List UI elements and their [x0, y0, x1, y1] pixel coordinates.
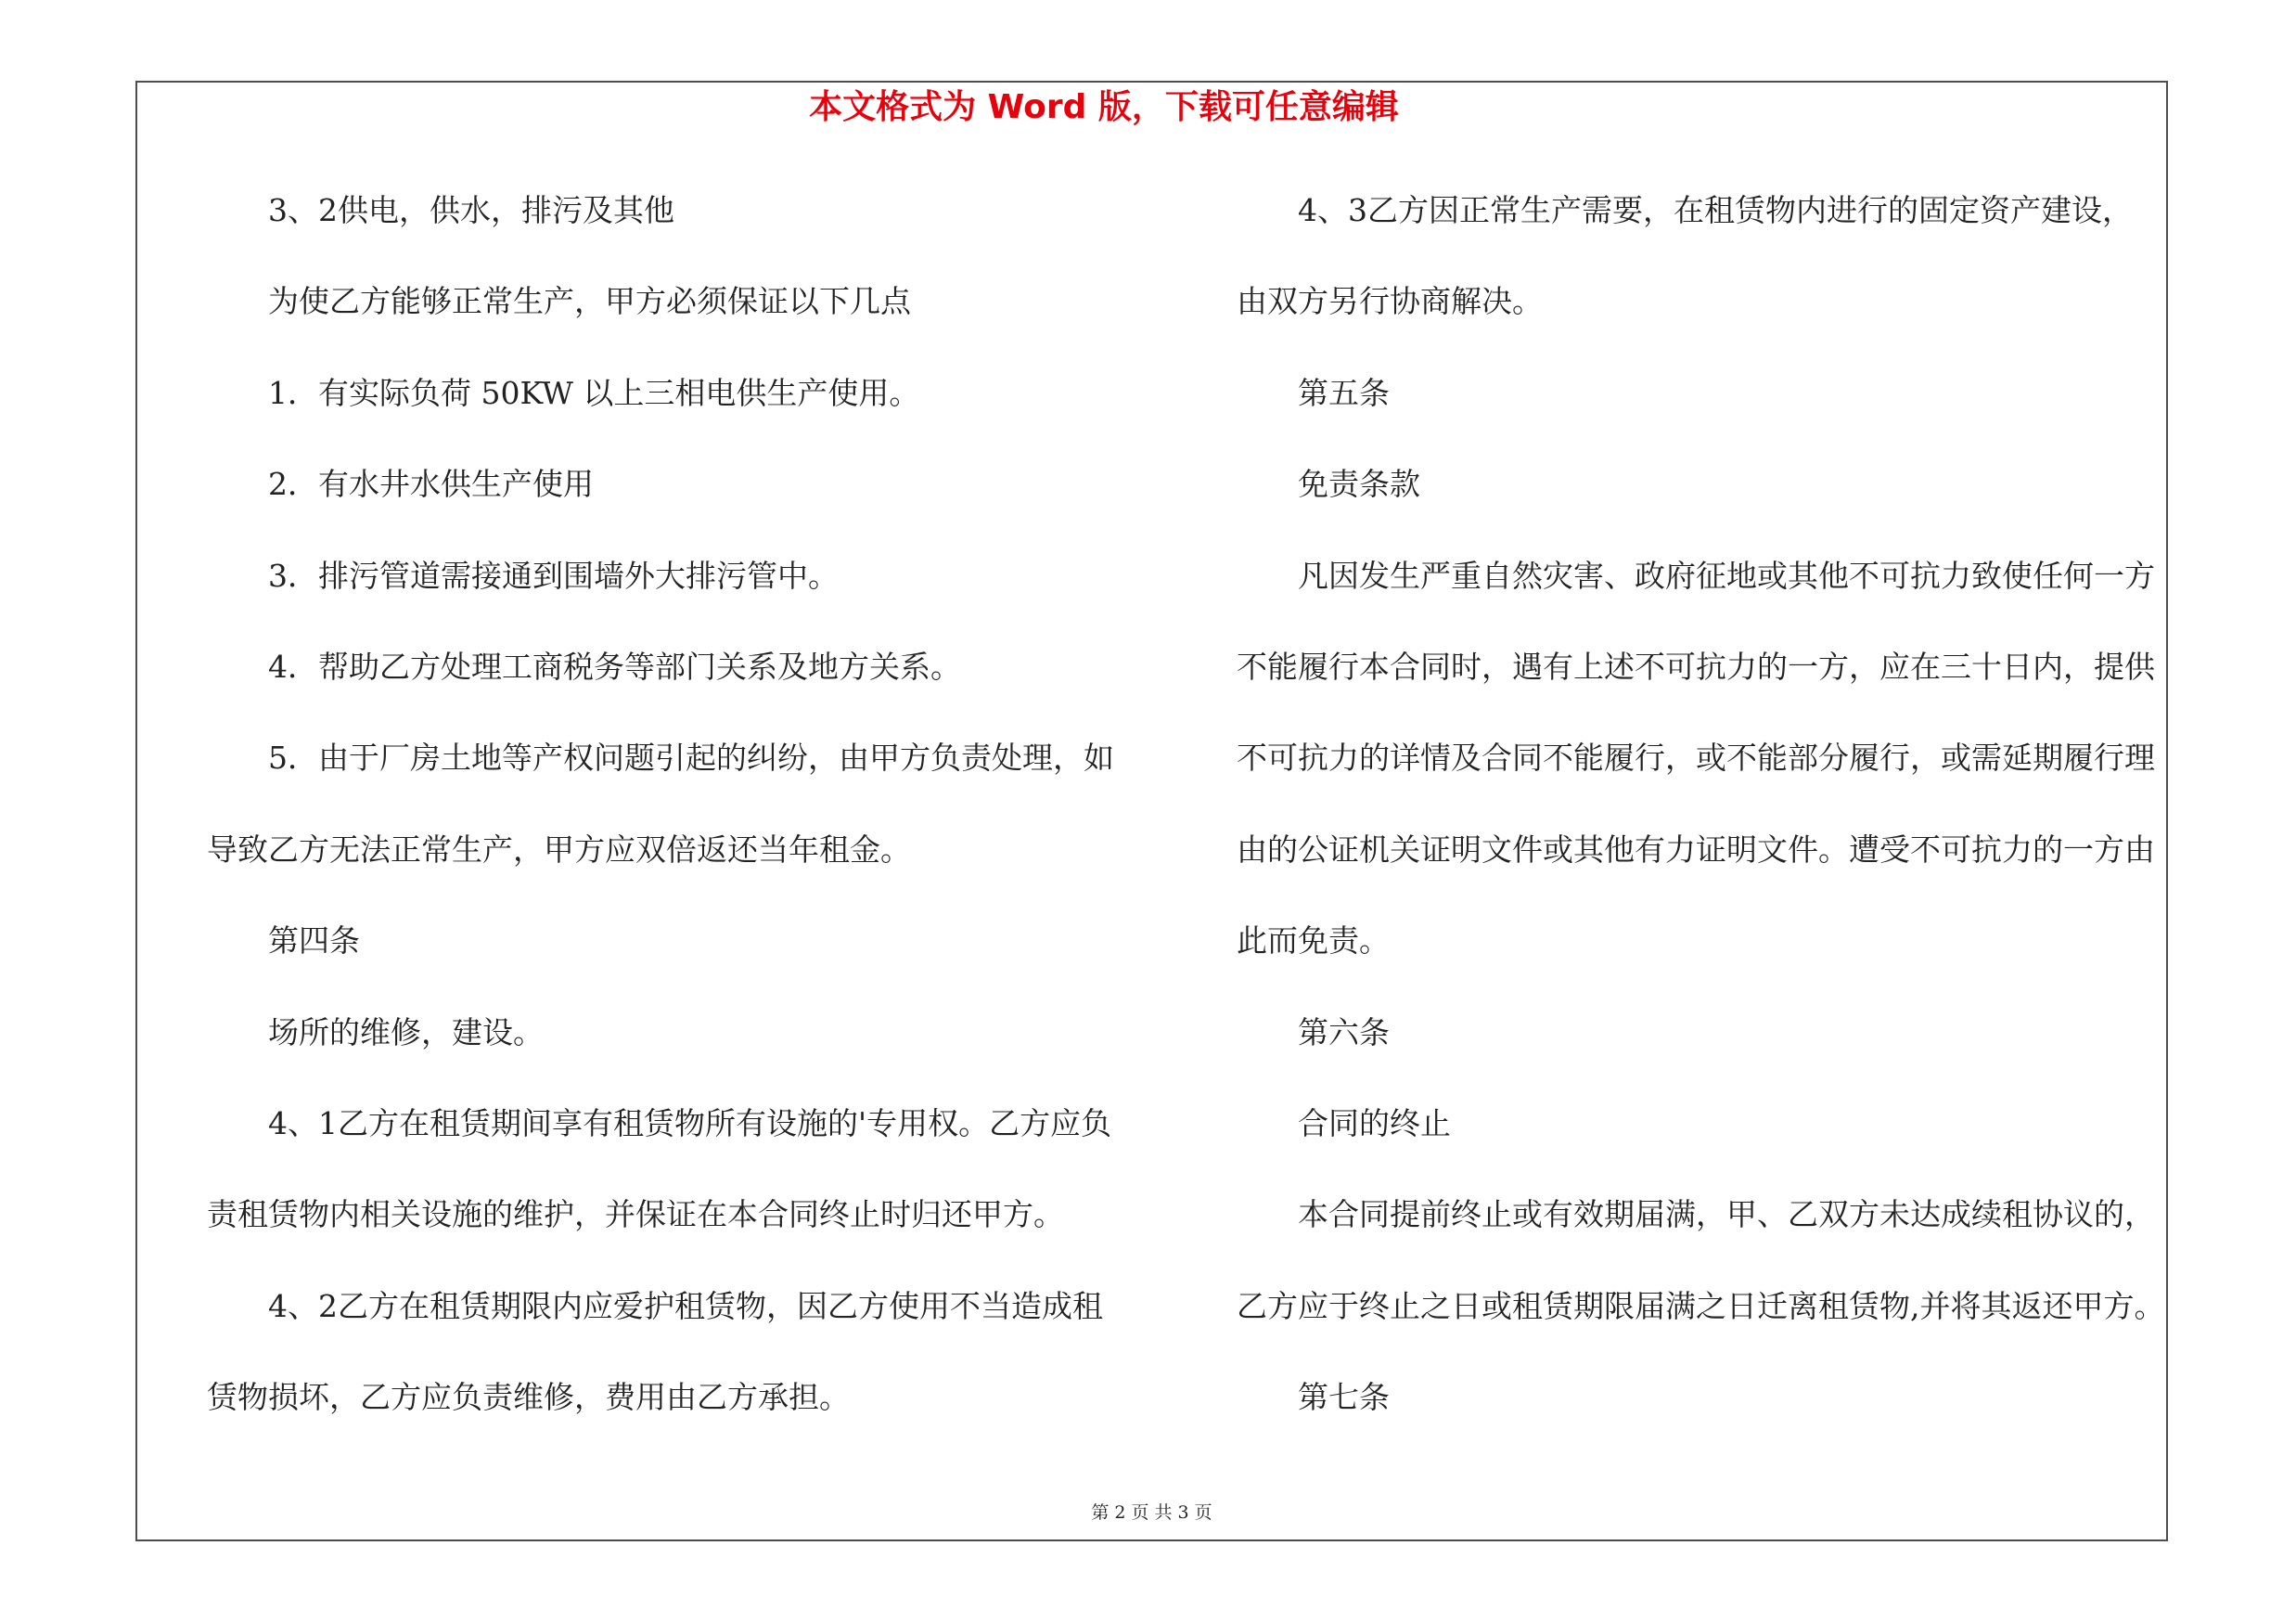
section-heading: [1237, 1352, 2174, 1443]
paragraph: [207, 1078, 1135, 1261]
paragraph: [207, 531, 1135, 622]
paragraph: [1237, 1169, 2174, 1352]
paragraph: [207, 439, 1135, 530]
left-column: [207, 165, 1135, 1443]
paragraph-line: 4、2乙方在租赁期限内应爱护租赁物，因乙方使用不当造成租: [268, 1287, 1103, 1324]
paragraph-line: 不能履行本合同时，遇有上述不可抗力的一方，应在三十日内，提供: [1237, 648, 2155, 685]
paragraph-line: 不可抗力的详情及合同不能履行，或不能部分履行，或需延期履行理: [1237, 740, 2155, 777]
paragraph-line: 第四条: [268, 922, 360, 960]
paragraph-line: 赁物损坏，乙方应负责维修，费用由乙方承担。: [207, 1379, 850, 1416]
paragraph-line: 5．由于厂房土地等产权问题引起的纠纷，由甲方负责处理，如: [268, 740, 1114, 777]
paragraph: [207, 348, 1135, 439]
paragraph-line: 4、3乙方因正常生产需要，在租赁物内进行的固定资产建设，: [1298, 192, 2133, 228]
section-heading: [1237, 987, 2174, 1078]
paragraph: [207, 1261, 1135, 1444]
paragraph-line: 4．帮助乙方处理工商税务等部门关系及地方关系。: [268, 648, 961, 685]
section-subtitle: [1237, 439, 2174, 530]
paragraph-line: 导致乙方无法正常生产，甲方应双倍返还当年租金。: [207, 831, 911, 868]
paragraph-line: 场所的维修，建设。: [268, 1013, 544, 1050]
paragraph-line: 3．排污管道需接通到围墙外大排污管中。: [268, 557, 839, 594]
paragraph-line: 第五条: [1298, 374, 1390, 411]
paragraph: [207, 256, 1135, 347]
paragraph-line: 2．有水井水供生产使用: [268, 466, 594, 503]
paragraph-line: 1．有实际负荷 50KW 以上三相电供生产使用。: [268, 374, 920, 411]
paragraph-line: 免责条款: [1298, 466, 1420, 503]
paragraph-line: 凡因发生严重自然灾害、政府征地或其他不可抗力致使任何一方: [1298, 557, 2155, 594]
paragraph: [1237, 531, 2174, 987]
paragraph-line: 由双方另行协商解决。: [1237, 283, 1543, 320]
paragraph: [207, 622, 1135, 713]
page-number-footer: 第 2 页 共 3 页: [1091, 1502, 1212, 1523]
section-subtitle: [1237, 1078, 2174, 1169]
right-column: [1237, 165, 2174, 1443]
section-subtitle: [207, 987, 1135, 1078]
paragraph-line: 由的公证机关证明文件或其他有力证明文件。遭受不可抗力的一方由: [1237, 831, 2155, 868]
paragraph-line: 为使乙方能够正常生产，甲方必须保证以下几点: [268, 283, 911, 320]
paragraph-line: 3、2供电，供水，排污及其他: [268, 192, 674, 228]
paragraph: [207, 713, 1135, 895]
format-notice: 本文格式为 Word 版，下载可任意编辑: [809, 88, 1399, 126]
paragraph-line: 4、1乙方在租赁期间享有租赁物所有设施的'专用权。乙方应负: [268, 1104, 1112, 1141]
paragraph: [207, 165, 1135, 256]
paragraph-line: 第七条: [1298, 1379, 1390, 1416]
paragraph-line: 合同的终止: [1298, 1104, 1451, 1141]
paragraph-line: 此而免责。: [1237, 922, 1390, 960]
paragraph-line: 本合同提前终止或有效期届满，甲、乙双方未达成续租协议的，: [1298, 1196, 2155, 1233]
paragraph-line: 第六条: [1298, 1013, 1390, 1050]
paragraph-line: 乙方应于终止之日或租赁期限届满之日迁离租赁物,并将其返还甲方。: [1237, 1287, 2165, 1324]
paragraph-line: 责租赁物内相关设施的维护，并保证在本合同终止时归还甲方。: [207, 1196, 1064, 1233]
section-heading: [1237, 348, 2174, 439]
paragraph: [1237, 165, 2174, 348]
section-heading: [207, 895, 1135, 986]
